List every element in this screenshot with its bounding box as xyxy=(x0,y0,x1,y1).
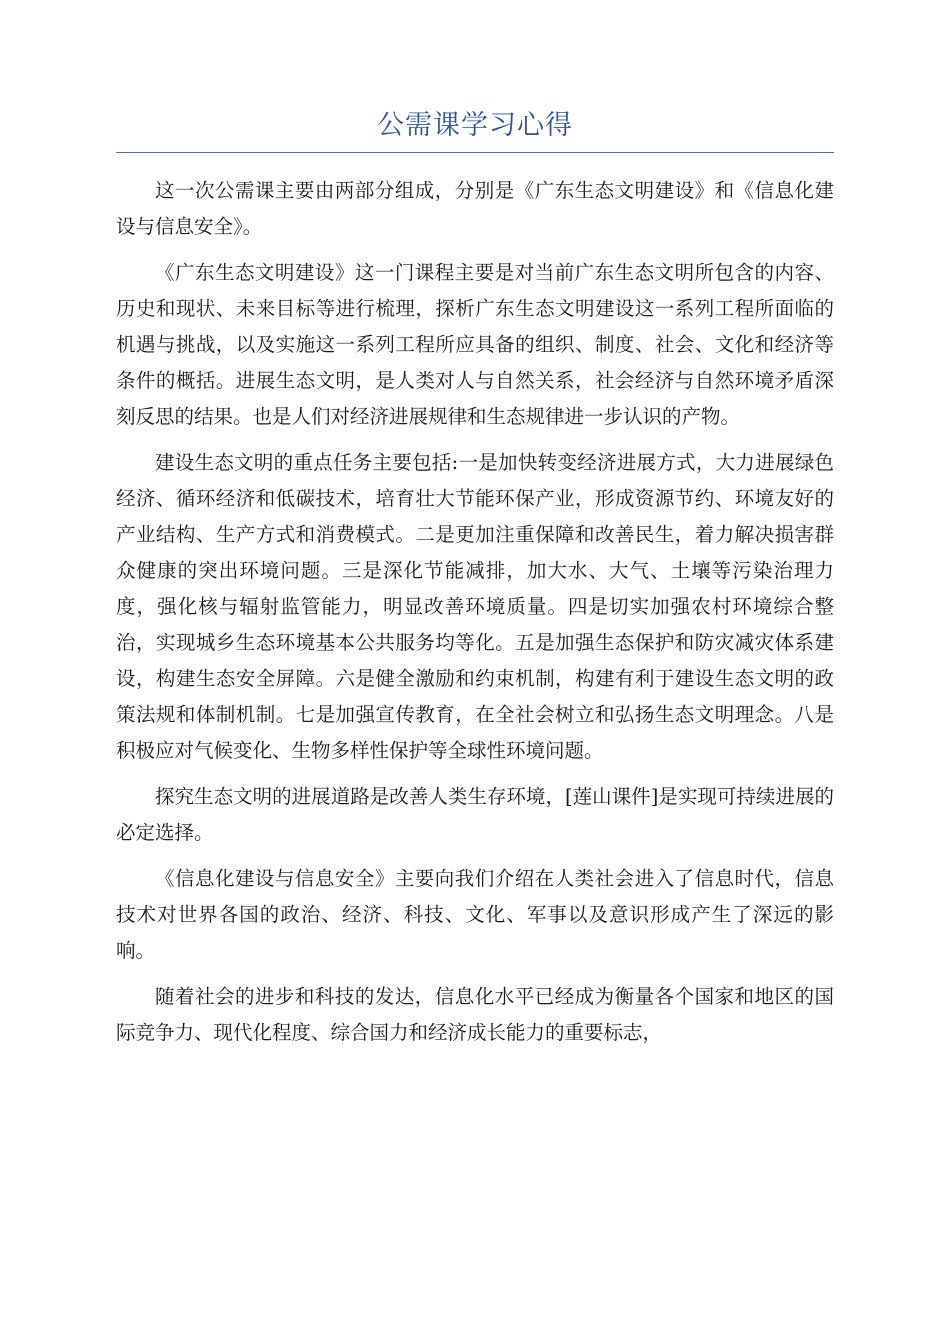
document-body xyxy=(116,173,834,1051)
paragraph-information-course: 《信息化建设与信息安全》主要向我们介绍在人类社会进入了信息时代，信息技术对世界各国的政治、经济、科技、文化、军事以及意识形成产生了深远的影响。 xyxy=(116,867,834,962)
paragraph-development-path: 探究生态文明的进展道路是改善人类生存环境，[莲山课件]是实现可持续进展的必定选择。 xyxy=(116,785,834,844)
paragraph-key-tasks: 建设生态文明的重点任务主要包括:一是加快转变经济进展方式，大力进展绿色经济、循环经济和低碳技术，培育壮大节能环保产业，形成资源节约、环境友好的产业结构、生产方式和消费模式。二是更加注重保障和改善民生，着力解决损害群众健康的突出环境问题。三是深化节能减排，加大水、大气、土壤等污染治理力度，强化核与辐射监管能力，明显改善环境质量。四是切实加强农村环境综合整治，实现城乡生态环境基本公共服务均等化。五是加强生态保护和防灾减灾体系建设，构建生态安全屏障。六是健全激励和约束机制，构建有利于建设生态文明的政策法规和体制机制。七是加强宣传教育，在全社会树立和弘扬生态文明理念。八是积极应对气候变化、生物多样性保护等全球性环境问题。 xyxy=(116,451,834,762)
paragraph-ecology-course: 《广东生态文明建设》这一门课程主要是对当前广东生态文明所包含的内容、历史和现状、未来目标等进行梳理，探析广东生态文明建设这一系列工程所面临的机遇与挑战，以及实施这一系列工程所应具备的组织、制度、社会、文化和经济等条件的概括。进展生态文明，是人类对人与自然关系，社会经济与自然环境矛盾深刻反思的结果。也是人们对经济进展规律和生态规律进一步认识的产物。 xyxy=(116,261,834,428)
paragraph-intro: 这一次公需课主要由两部分组成，分别是《广东生态文明建设》和《信息化建设与信息安全》。 xyxy=(116,179,834,238)
paragraph-informatization-level: 随着社会的进步和科技的发达，信息化水平已经成为衡量各个国家和地区的国际竞争力、现代化程度、综合国力和经济成长能力的重要标志， xyxy=(116,985,834,1044)
document-title: 公需课学习心得 xyxy=(116,106,834,153)
document-page xyxy=(116,106,834,1061)
